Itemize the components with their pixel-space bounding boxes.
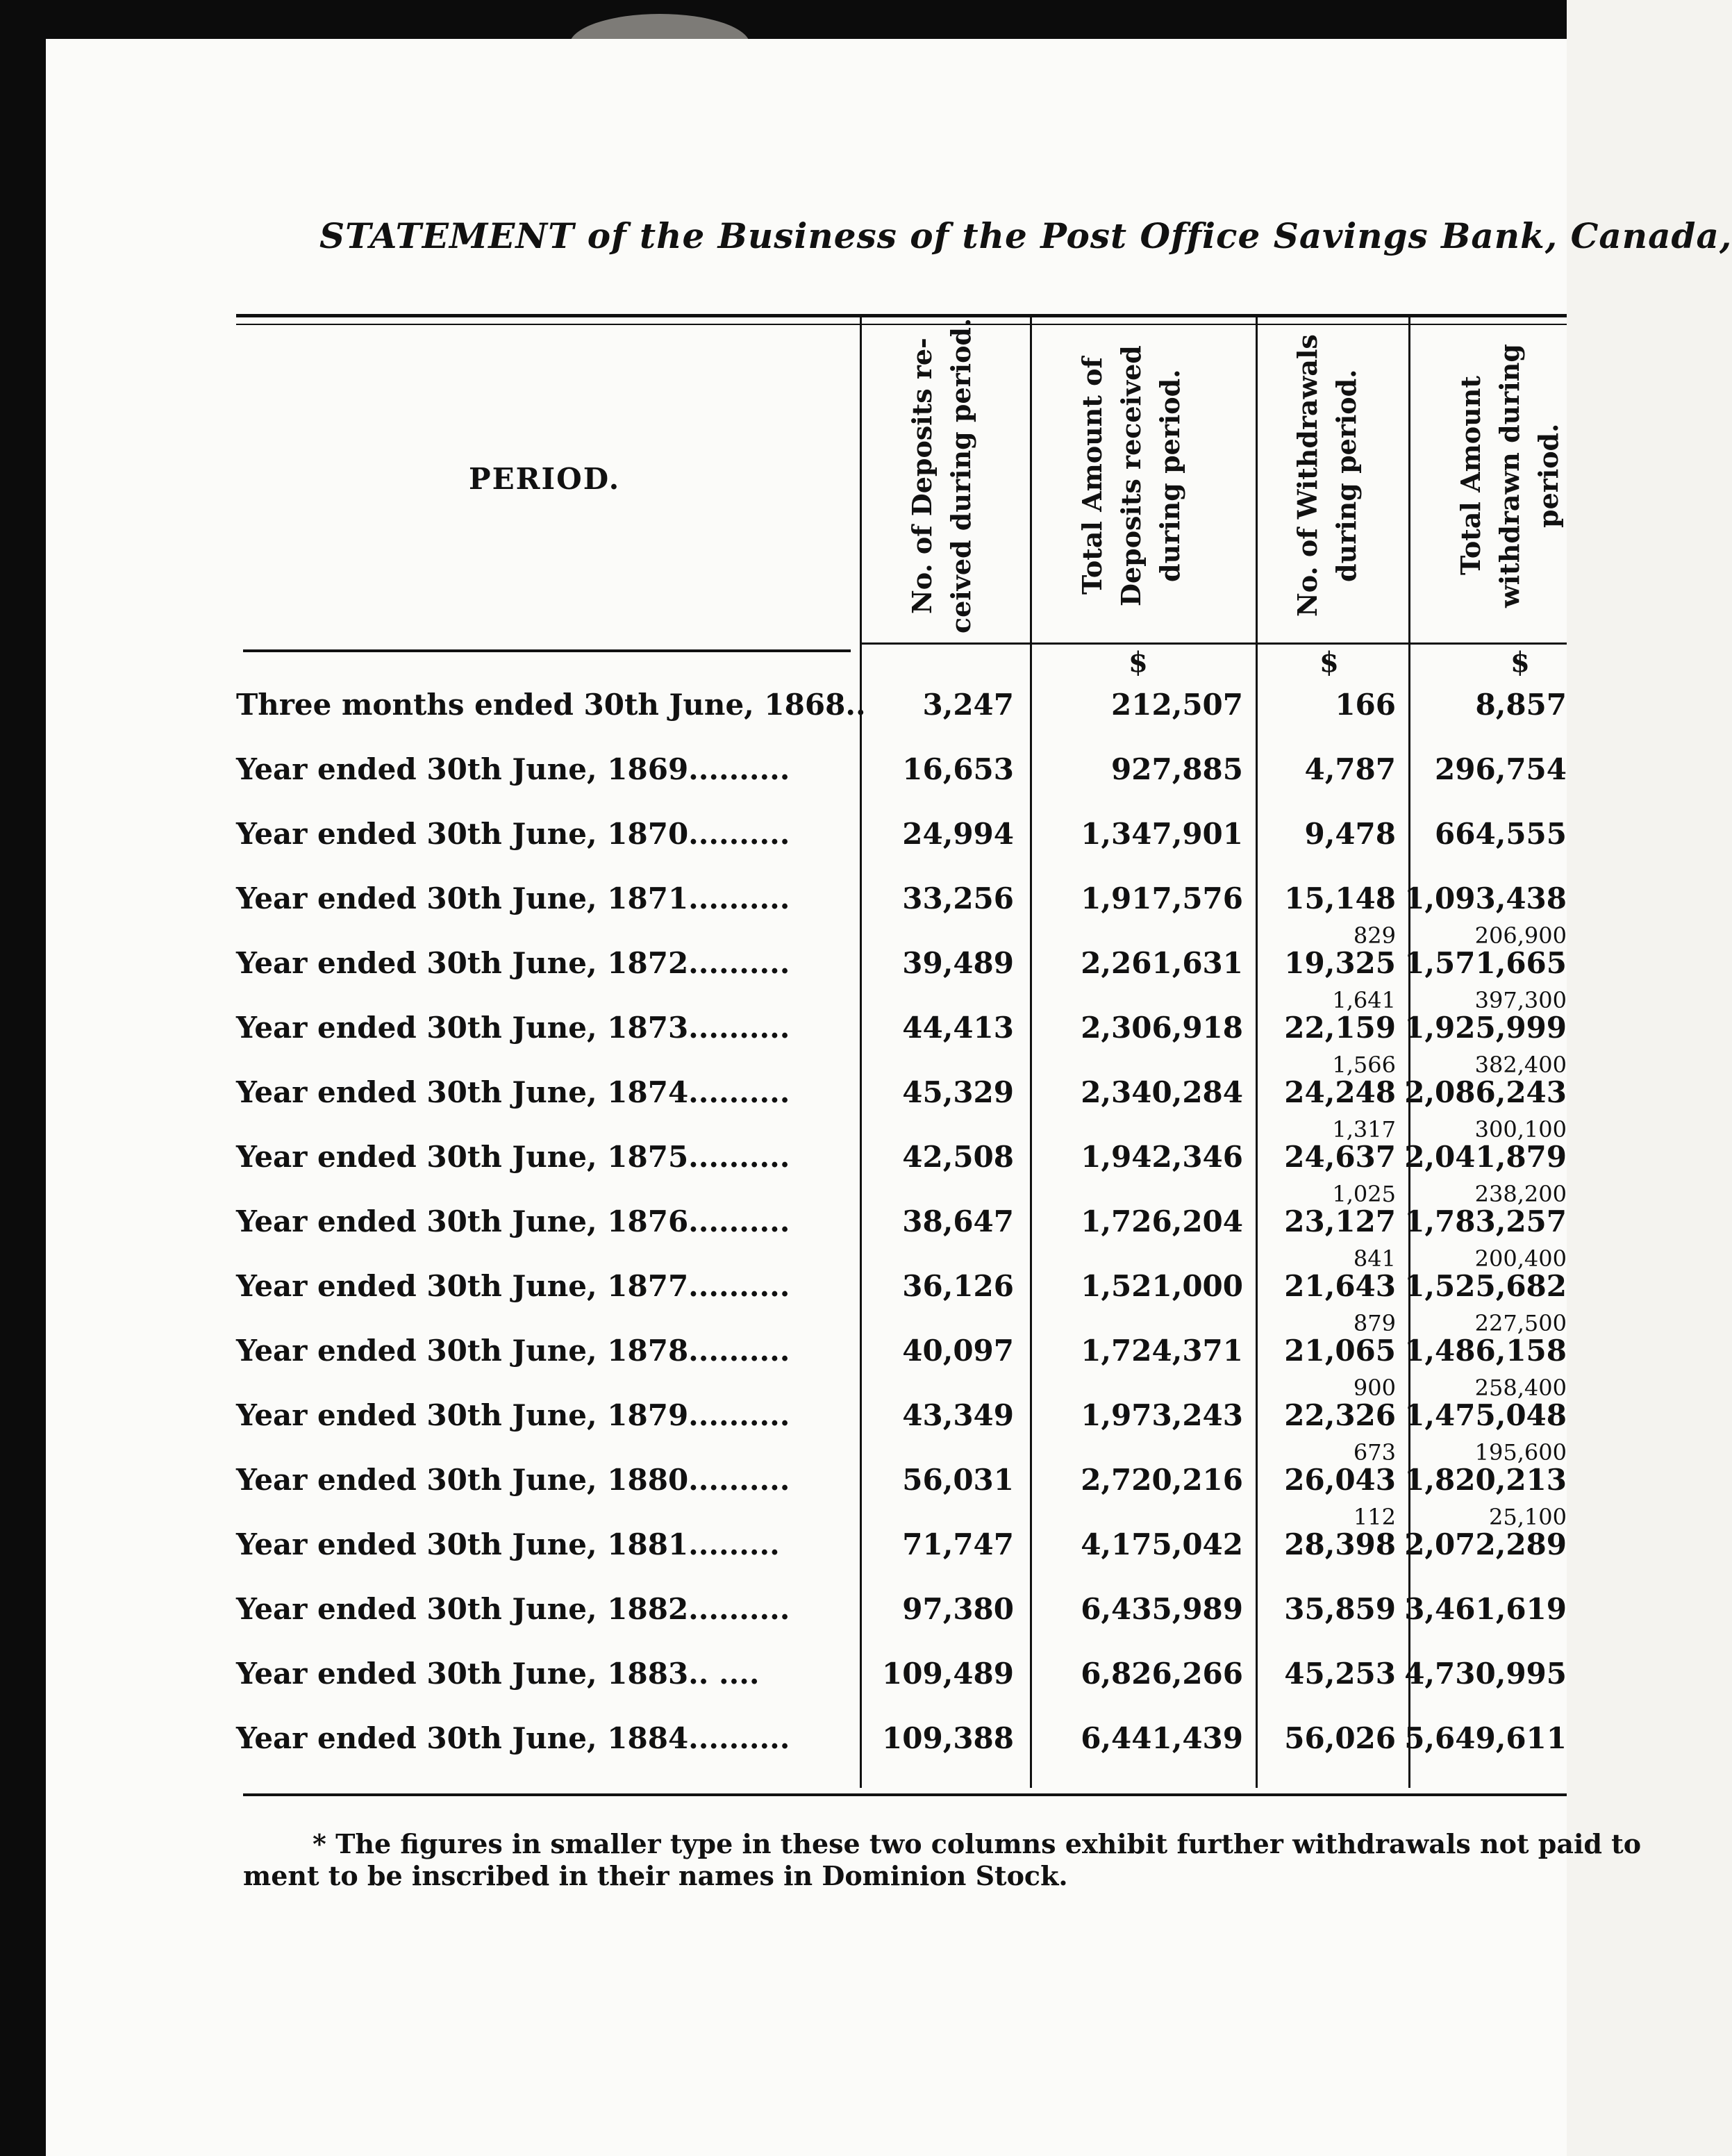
cell-deposits: 42,508: [902, 1140, 1014, 1174]
header-deposits-amount: Total Amount of Deposits received during period.: [1076, 345, 1185, 606]
row-period-label: Year ended 30th June, 1870..........: [236, 817, 790, 851]
cell-small-withdrawals: 1,317: [1332, 1116, 1396, 1143]
cell-small-withdrawals: 829: [1353, 922, 1396, 949]
cell-withdrawals: 166: [1335, 688, 1396, 722]
row-period-label: Year ended 30th June, 1881.........: [236, 1527, 780, 1561]
row-period-label: Year ended 30th June, 1873..........: [236, 1011, 790, 1045]
cell-withdrawals: 26,043: [1284, 1463, 1396, 1497]
cell-small-withdrawn: 300,100: [1474, 1116, 1567, 1143]
cell-small-withdrawn: 25,100: [1489, 1504, 1567, 1530]
cell-deposits: 71,747: [902, 1527, 1014, 1561]
cell-small-withdrawals: 673: [1353, 1439, 1396, 1466]
footnote-line-2: ment to be inscribed in their names in Dominion Stock.: [243, 1860, 1068, 1891]
cell-deposits: 97,380: [902, 1592, 1014, 1626]
page-title: [319, 215, 1732, 256]
cell-amount: 1,724,371: [1081, 1334, 1243, 1368]
cell-withdrawn: 2,086,243: [1404, 1075, 1567, 1109]
cell-small-withdrawals: 1,641: [1332, 987, 1396, 1013]
cell-withdrawn: 1,475,048: [1404, 1398, 1567, 1432]
cell-amount: 1,521,000: [1081, 1269, 1243, 1303]
header-col3-rule: [1256, 642, 1408, 645]
cell-deposits: 43,349: [902, 1398, 1014, 1432]
column-divider-4: [1408, 314, 1410, 1788]
currency-mark-col4: $: [1510, 646, 1530, 679]
cell-deposits: 45,329: [902, 1075, 1014, 1109]
cell-small-withdrawn: 200,400: [1474, 1245, 1567, 1272]
cell-amount: 4,175,042: [1081, 1527, 1243, 1561]
cell-deposits: 39,489: [902, 946, 1014, 980]
header-withdrawals-count: No. of Withdrawals during period.: [1292, 334, 1362, 617]
cell-deposits: 36,126: [902, 1269, 1014, 1303]
cell-small-withdrawals: 112: [1353, 1504, 1396, 1530]
cell-withdrawn: 1,820,213: [1404, 1463, 1567, 1497]
cell-deposits: 3,247: [922, 688, 1014, 722]
cell-amount: 927,885: [1111, 752, 1243, 786]
header-withdrawn-amount: Total Amount withdrawn during period.: [1455, 344, 1564, 608]
cell-withdrawals: 21,643: [1284, 1269, 1396, 1303]
cell-withdrawn: 8,857: [1475, 688, 1567, 722]
cell-amount: 2,720,216: [1081, 1463, 1243, 1497]
cell-deposits: 24,994: [902, 817, 1014, 851]
cell-withdrawals: 56,026: [1284, 1721, 1396, 1755]
cell-amount: 2,306,918: [1081, 1011, 1243, 1045]
row-period-label: Year ended 30th June, 1878..........: [236, 1334, 790, 1368]
row-period-label: Year ended 30th June, 1882..........: [236, 1592, 790, 1626]
footnote: [243, 1828, 1642, 1892]
cell-withdrawn: 2,041,879: [1404, 1140, 1567, 1174]
cell-amount: 1,942,346: [1081, 1140, 1243, 1174]
cell-withdrawals: 35,859: [1284, 1592, 1396, 1626]
cell-small-withdrawals: 841: [1353, 1245, 1396, 1272]
row-period-label: Year ended 30th June, 1880..........: [236, 1463, 790, 1497]
header-deposits-count: No. of Deposits re- ceived during period.: [906, 317, 976, 634]
row-period-label: Year ended 30th June, 1876..........: [236, 1204, 790, 1238]
cell-deposits: 56,031: [902, 1463, 1014, 1497]
cell-withdrawals: 28,398: [1284, 1527, 1396, 1561]
title-text: STATEMENT of the Business of the Post Office Savings Bank, Canada,: [319, 215, 1732, 256]
cell-amount: 1,347,901: [1081, 817, 1243, 851]
row-period-label: Year ended 30th June, 1874..........: [236, 1075, 790, 1109]
cell-deposits: 44,413: [902, 1011, 1014, 1045]
cell-small-withdrawn: 206,900: [1474, 922, 1567, 949]
cell-withdrawn: 5,649,611: [1404, 1721, 1567, 1755]
cell-withdrawals: 19,325: [1284, 946, 1396, 980]
cell-withdrawals: 4,787: [1304, 752, 1396, 786]
cell-deposits: 38,647: [902, 1204, 1014, 1238]
header-period-rule: [243, 649, 851, 652]
cell-withdrawn: 1,093,438: [1404, 881, 1567, 915]
row-period-label: Year ended 30th June, 1875..........: [236, 1140, 790, 1174]
cell-small-withdrawn: 227,500: [1474, 1310, 1567, 1336]
cell-amount: 6,435,989: [1081, 1592, 1243, 1626]
cell-amount: 1,726,204: [1081, 1204, 1243, 1238]
cell-withdrawn: 1,486,158: [1404, 1334, 1567, 1368]
cell-amount: 212,507: [1111, 688, 1243, 722]
cell-withdrawn: 296,754: [1435, 752, 1567, 786]
cell-small-withdrawn: 382,400: [1474, 1052, 1567, 1078]
cell-amount: 2,340,284: [1081, 1075, 1243, 1109]
cell-withdrawn: 664,555: [1435, 817, 1567, 851]
row-period-label: Three months ended 30th June, 1868..: [236, 688, 866, 722]
cell-withdrawals: 15,148: [1284, 881, 1396, 915]
cell-deposits: 109,489: [882, 1657, 1014, 1691]
column-divider-1: [860, 314, 862, 1788]
cell-withdrawals: 23,127: [1284, 1204, 1396, 1238]
currency-mark-col2: $: [1129, 646, 1148, 679]
scan-border-top: [0, 0, 1567, 39]
cell-amount: 1,917,576: [1081, 881, 1243, 915]
row-period-label: Year ended 30th June, 1883.. ....: [236, 1657, 760, 1691]
cell-withdrawals: 9,478: [1304, 817, 1396, 851]
cell-small-withdrawn: 397,300: [1474, 987, 1567, 1013]
header-col1-rule: [860, 642, 1030, 645]
cell-small-withdrawn: 195,600: [1474, 1439, 1567, 1466]
cell-amount: 6,826,266: [1081, 1657, 1243, 1691]
cell-withdrawals: 24,248: [1284, 1075, 1396, 1109]
row-period-label: Year ended 30th June, 1877..........: [236, 1269, 790, 1303]
cell-withdrawals: 24,637: [1284, 1140, 1396, 1174]
cell-withdrawn: 3,461,619: [1404, 1592, 1567, 1626]
row-period-label: Year ended 30th June, 1884..........: [236, 1721, 790, 1755]
cell-small-withdrawn: 238,200: [1474, 1181, 1567, 1207]
cell-withdrawals: 22,326: [1284, 1398, 1396, 1432]
cell-small-withdrawn: 258,400: [1474, 1375, 1567, 1401]
cell-small-withdrawals: 1,566: [1332, 1052, 1396, 1078]
bottom-rule: [243, 1793, 1567, 1796]
cell-amount: 2,261,631: [1081, 946, 1243, 980]
cell-withdrawn: 1,783,257: [1404, 1204, 1567, 1238]
cell-withdrawn: 2,072,289: [1404, 1527, 1567, 1561]
scan-border-left: [0, 0, 46, 2156]
row-period-label: Year ended 30th June, 1872..........: [236, 946, 790, 980]
cell-deposits: 109,388: [882, 1721, 1014, 1755]
cell-withdrawn: 1,925,999: [1404, 1011, 1567, 1045]
cell-withdrawals: 22,159: [1284, 1011, 1396, 1045]
header-period: PERIOD.: [469, 462, 621, 496]
row-period-label: Year ended 30th June, 1869..........: [236, 752, 790, 786]
cell-withdrawals: 45,253: [1284, 1657, 1396, 1691]
cell-deposits: 16,653: [902, 752, 1014, 786]
footnote-line-1: * The figures in smaller type in these two columns exhibit further withdrawals not paid to: [313, 1828, 1642, 1859]
cell-withdrawals: 21,065: [1284, 1334, 1396, 1368]
cell-amount: 6,441,439: [1081, 1721, 1243, 1755]
header-col4-rule: [1408, 642, 1567, 645]
cell-deposits: 33,256: [902, 881, 1014, 915]
cell-small-withdrawals: 1,025: [1332, 1181, 1396, 1207]
row-period-label: Year ended 30th June, 1871..........: [236, 881, 790, 915]
row-period-label: Year ended 30th June, 1879..........: [236, 1398, 790, 1432]
header-col2-rule: [1030, 642, 1256, 645]
cell-amount: 1,973,243: [1081, 1398, 1243, 1432]
cell-small-withdrawals: 879: [1353, 1310, 1396, 1336]
currency-mark-col3: $: [1319, 646, 1339, 679]
cell-withdrawn: 4,730,995: [1404, 1657, 1567, 1691]
column-divider-2: [1030, 314, 1032, 1788]
column-divider-3: [1256, 314, 1258, 1788]
cell-deposits: 40,097: [902, 1334, 1014, 1368]
cell-withdrawn: 1,525,682: [1404, 1269, 1567, 1303]
cell-withdrawn: 1,571,665: [1404, 946, 1567, 980]
cell-small-withdrawals: 900: [1353, 1375, 1396, 1401]
